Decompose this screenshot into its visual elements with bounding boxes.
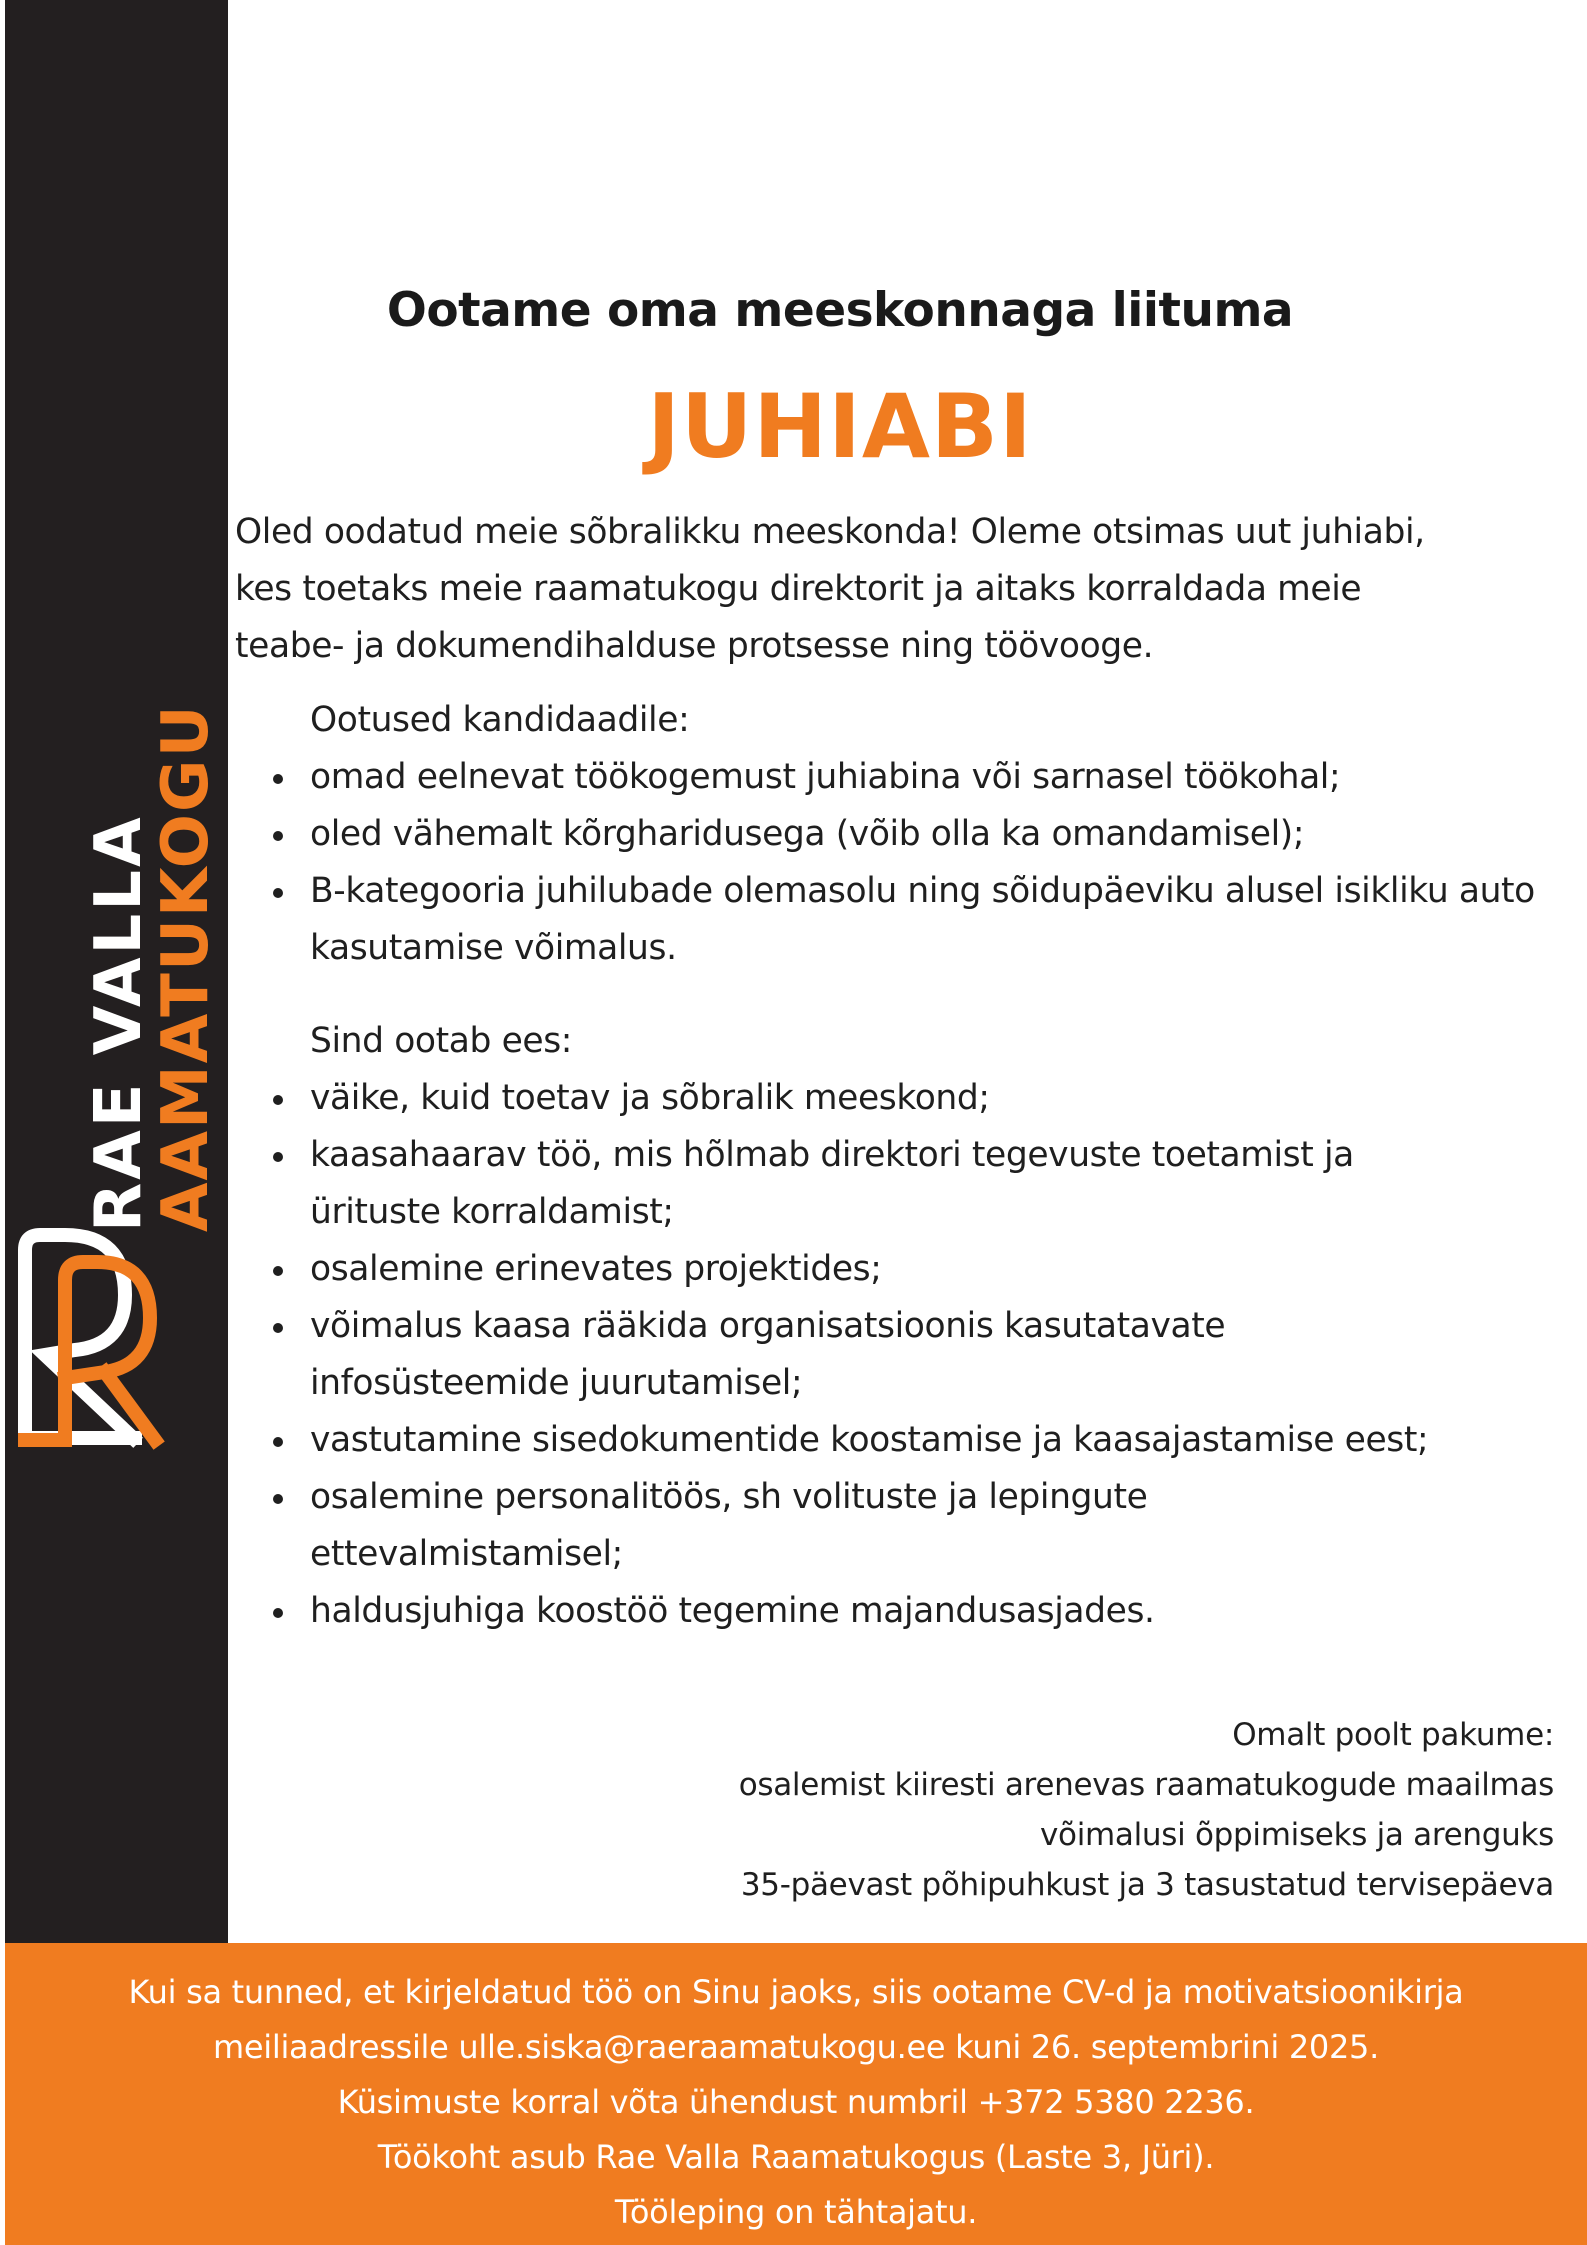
list-item: võimalus kaasa rääkida organisatsioonis kasutatavate infosüsteemide juurutamisel; [270, 1298, 1450, 1412]
offer-item: osalemist kiiresti arenevas raamatukogude maailmas [738, 1767, 1554, 1803]
expectations-section [270, 692, 1570, 977]
logo-text-aamatukogu: AAMATUKOGU [149, 703, 223, 1232]
list-item: oled vähemalt kõrgharidusega (võib olla ka omandamisel); [270, 806, 1570, 863]
footer-text [5, 1965, 1587, 2240]
awaits-heading: Sind ootab ees: [310, 1021, 573, 1061]
page-headline: Ootame oma meeskonnaga liituma [386, 283, 1294, 338]
offer-section [554, 1710, 1554, 1910]
offer-item: võimalusi õppimiseks ja arenguks [1040, 1817, 1554, 1853]
offer-heading: Omalt poolt pakume: [1232, 1717, 1554, 1753]
list-item: osalemine personalitöös, sh volituste ja lepingute ettevalmistamisel; [270, 1469, 1330, 1583]
footer-line: Tööleping on tähtajatu. [614, 2193, 978, 2231]
expectations-heading: Ootused kandidaadile: [310, 700, 690, 740]
footer-line: meiliaadressile ulle.siska@raeraamatukogu.ee kuni 26. septembrini 2025. [213, 2028, 1379, 2066]
footer-line: Kui sa tunned, et kirjeldatud töö on Sinu jaoks, siis ootame CV-d ja motivatsioonikirja [128, 1973, 1464, 2011]
list-item: vastutamine sisedokumentide koostamise ja kaasajastamise eest; [270, 1412, 1540, 1469]
awaits-section [270, 1013, 1570, 1640]
list-item: omad eelnevat töökogemust juhiabina või sarnasel töökohal; [270, 749, 1570, 806]
list-item: väike, kuid toetav ja sõbralik meeskond; [270, 1070, 1550, 1127]
offer-item: 35-päevast põhipuhkust ja 3 tasustatud tervisepäeva [740, 1867, 1554, 1903]
footer-line: Küsimuste korral võta ühendust numbril +372 5380 2236. [337, 2083, 1255, 2121]
job-title: JUHIABI [647, 375, 1033, 478]
list-item: B-kategooria juhilubade olemasolu ning sõidupäeviku alusel isikliku auto kasutamise võimalus. [270, 863, 1570, 977]
awaits-list [270, 1070, 1550, 1640]
library-logo [5, 0, 228, 1943]
intro-paragraph [235, 504, 1580, 675]
sidebar-band [5, 0, 228, 1943]
list-item: kaasahaarav töö, mis hõlmab direktori tegevuste toetamist ja ürituste korraldamist; [270, 1127, 1490, 1241]
list-item: haldusjuhiga koostöö tegemine majandusasjades. [270, 1583, 1550, 1640]
intro-line: teabe- ja dokumendihalduse protsesse ning töövooge. [235, 626, 1154, 666]
library-logo-graphic [5, 0, 228, 1943]
intro-line: kes toetaks meie raamatukogu direktorit ja aitaks korraldada meie [235, 569, 1362, 609]
list-item: osalemine erinevates projektides; [270, 1241, 1550, 1298]
logo-text-rae-valla: RAE VALLA [82, 814, 156, 1232]
expectations-list [270, 749, 1570, 977]
footer-line: Töökoht asub Rae Valla Raamatukogus (Laste 3, Jüri). [377, 2138, 1215, 2176]
footer-banner [5, 1943, 1587, 2245]
intro-line: Oled oodatud meie sõbralikku meeskonda! Oleme otsimas uut juhiabi, [235, 512, 1425, 552]
